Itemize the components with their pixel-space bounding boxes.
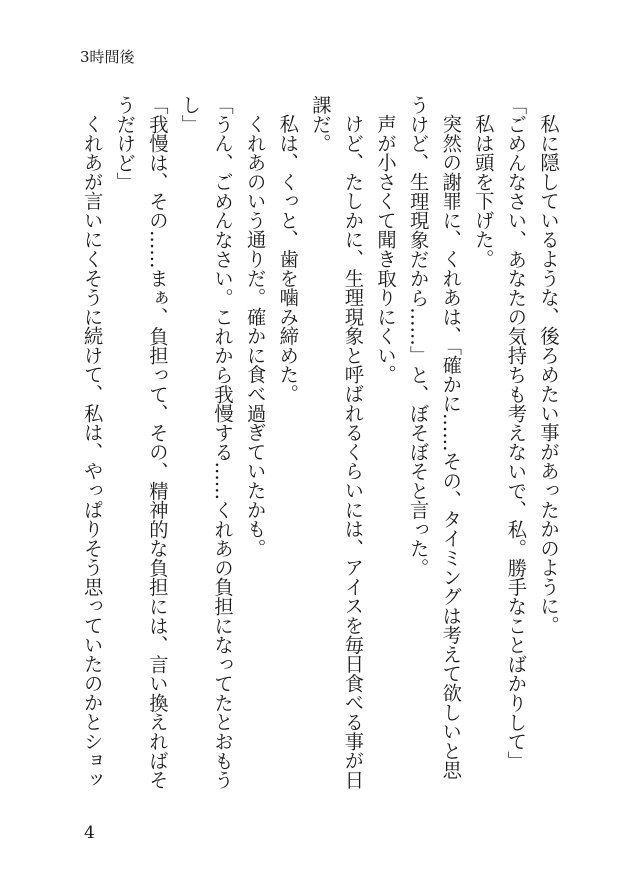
text-line: くれあのいう通りだ。確かに食べ過ぎていたかも。 xyxy=(243,114,267,558)
text-line: 私は頭を下げた。 xyxy=(471,114,495,269)
text-line: 声が小さくて聞き取りにくい。 xyxy=(374,114,398,385)
text-line: 「ごめんなさい、あなたの気持ちも考えないで、私。勝手なことばかりして」 xyxy=(504,95,528,771)
text-line: 課だ。 xyxy=(308,95,332,153)
text-line: けど、たしかに、生理現象と呼ばれるくらいには、アイスを毎日食べる事が日 xyxy=(341,114,365,790)
text-line: くれあが言いにくそうに続けて、私は、やっぱりそう思っていたのかとショッ xyxy=(80,114,104,790)
vertical-text-body xyxy=(75,95,564,795)
text-line: うだけど」 xyxy=(113,95,137,192)
text-line: 私に隠しているような、後ろめたい事があったかのように。 xyxy=(537,114,560,636)
text-line: 「我慢は、その……まぁ、負担って、その、精神的な負担には、言い換えればそ xyxy=(145,95,169,790)
chapter-heading: 3時間後 xyxy=(80,48,135,66)
page-number: 4 xyxy=(84,823,95,843)
text-line: し」 xyxy=(178,95,202,134)
text-line: 「うん、ごめんなさい。これから我慢する……くれあの負担になってたとおもう xyxy=(211,95,235,790)
text-line: うけど、生理現象だから……」と、ぼそぼそと言った。 xyxy=(406,95,430,578)
text-line: 突然の謝罪に、くれあは、「確かに……その、タイミングは考えて欲しいと思 xyxy=(439,114,463,780)
text-line: 私は、くっと、歯を噛み締めた。 xyxy=(276,114,300,404)
